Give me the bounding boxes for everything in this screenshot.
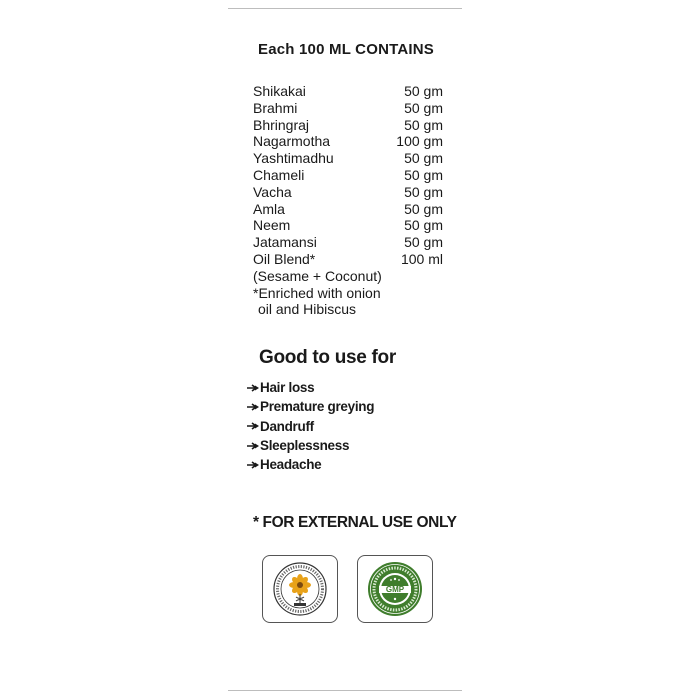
- ingredient-row: [253, 234, 443, 251]
- ingredient-row: [253, 251, 443, 268]
- ingredient-name: Vacha: [253, 183, 292, 200]
- ingredient-row: [253, 117, 443, 134]
- ingredient-row: [253, 150, 443, 167]
- arrow-bullet-icon: [247, 384, 259, 392]
- gmp-certification-badge: [357, 555, 433, 623]
- use-item: [247, 397, 374, 416]
- gmp-seal-icon: [366, 560, 424, 618]
- use-item-label: Premature greying: [260, 399, 375, 415]
- arrow-bullet-icon: [247, 422, 259, 430]
- ingredient-name: Neem: [253, 217, 291, 234]
- external-use-notice: * FOR EXTERNAL USE ONLY: [253, 514, 457, 531]
- ingredients-list: [253, 83, 443, 318]
- arrow-bullet-icon: [247, 403, 259, 411]
- ingredient-row: [253, 83, 443, 100]
- ingredient-quantity: 100 gm: [396, 133, 443, 150]
- ingredient-quantity: 50 gm: [404, 183, 443, 200]
- oil-blend-note: (Sesame + Coconut): [253, 267, 382, 284]
- ingredient-quantity: 50 gm: [404, 166, 443, 183]
- ingredient-quantity: 100 ml: [400, 250, 443, 267]
- ingredient-quantity: 50 gm: [404, 99, 443, 116]
- enriched-note-line-1: *Enriched with onion: [253, 284, 381, 301]
- use-item-label: Dandruff: [260, 418, 314, 434]
- ayurveda-seal-icon: [272, 561, 328, 617]
- use-item: [247, 417, 374, 436]
- ingredient-name: Shikakai: [253, 83, 306, 99]
- uses-list: [247, 378, 374, 474]
- ingredient-name: Amla: [253, 200, 285, 217]
- ingredient-quantity: 50 gm: [404, 150, 443, 167]
- arrow-bullet-icon: [247, 442, 259, 450]
- ingredient-name: Yashtimadhu: [253, 150, 334, 167]
- ayurveda-certification-badge: [262, 555, 338, 623]
- ingredient-name: Brahmi: [253, 99, 298, 116]
- ingredient-name: Bhringraj: [253, 116, 310, 133]
- use-item-label: Hair loss: [260, 380, 315, 395]
- ingredient-row: [253, 184, 443, 201]
- ingredient-quantity: 50 gm: [404, 234, 443, 251]
- ingredient-row: [253, 133, 443, 150]
- use-item-label: Sleeplessness: [260, 437, 350, 453]
- ingredient-quantity: 50 gm: [404, 116, 443, 133]
- top-divider: [228, 8, 462, 9]
- ingredient-quantity: 50 gm: [404, 83, 443, 99]
- uses-title: Good to use for: [259, 347, 396, 368]
- ingredient-row: [253, 217, 443, 234]
- ingredient-row: [253, 201, 443, 218]
- use-item-label: Headache: [260, 457, 322, 473]
- ingredient-row: [253, 167, 443, 184]
- ingredient-name: Chameli: [253, 166, 305, 183]
- contents-heading: Each 100 ML CONTAINS: [258, 41, 434, 58]
- ingredient-name: Jatamansi: [253, 234, 317, 251]
- ingredient-quantity: 50 gm: [404, 217, 443, 234]
- gmp-label: GMP: [385, 585, 405, 595]
- use-item: [247, 455, 374, 474]
- ingredient-quantity: 50 gm: [404, 200, 443, 217]
- ingredient-row: [253, 100, 443, 117]
- arrow-bullet-icon: [247, 461, 259, 469]
- ingredient-name: Oil Blend*: [253, 250, 316, 267]
- use-item: [247, 436, 374, 455]
- ingredient-name: Nagarmotha: [253, 133, 331, 150]
- bottom-divider: [228, 690, 462, 691]
- use-item: [247, 378, 374, 397]
- enriched-note-line-2: oil and Hibiscus: [258, 301, 357, 318]
